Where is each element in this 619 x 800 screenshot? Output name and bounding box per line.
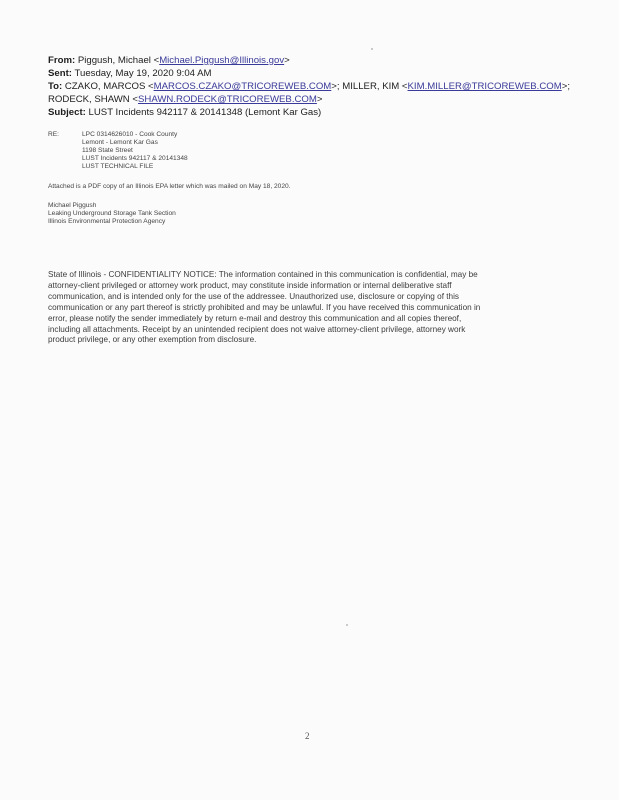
page-number: 2 <box>305 731 310 741</box>
notice-line: including all attachments. Receipt by an unintended recipient does not waive attorney-client privilege, attorney work <box>48 324 466 334</box>
from-email-link[interactable]: Michael.Piggush@Illinois.gov <box>159 55 285 66</box>
re-line: Lemont - Lemont Kar Gas <box>82 139 158 147</box>
re-line: LUST TECHNICAL FILE <box>82 163 154 171</box>
re-line: LPC 0314626010 - Cook County <box>82 131 178 138</box>
notice-line: error, please notify the sender immediately by return e-mail and destroy this communication and all copies thereof, <box>48 313 462 323</box>
sent-label: Sent: <box>48 68 72 79</box>
notice-line: State of Illinois - CONFIDENTIALITY NOTICE: The information contained in this communication is confidential, may be <box>48 270 478 279</box>
to-separator-1: >; MILLER, KIM < <box>331 81 408 92</box>
from-name: Piggush, Michael < <box>77 55 160 66</box>
sent-value: Tuesday, May 19, 2020 9:04 AM <box>74 68 212 79</box>
from-close: > <box>284 55 290 66</box>
sent-line <box>48 68 212 80</box>
signature-line: Illinois Environmental Protection Agency <box>48 218 166 226</box>
to-email-link-1[interactable]: MARCOS.CZAKO@TRICOREWEB.COM <box>153 81 332 92</box>
re-label: RE: <box>48 131 59 138</box>
notice-line: product privilege, or any other exemption from disclosure. <box>48 335 257 345</box>
to-email-link-2[interactable]: KIM.MILLER@TRICOREWEB.COM <box>407 81 562 92</box>
confidentiality-notice <box>48 270 568 346</box>
re-block <box>82 131 188 171</box>
signature-block <box>48 202 176 226</box>
to-email-link-3[interactable]: SHAWN.RODECK@TRICOREWEB.COM <box>138 94 317 105</box>
notice-line: communication or any part thereof is strictly prohibited and may be unlawful. If you have received this communication in <box>48 302 481 312</box>
to-name-1: CZAKO, MARCOS < <box>64 81 154 92</box>
to-line-continued <box>48 94 323 106</box>
scan-speck <box>371 48 373 50</box>
to-separator-2: >; <box>561 81 571 92</box>
to-name-3: RODECK, SHAWN < <box>48 94 138 105</box>
subject-value: LUST Incidents 942117 & 20141348 (Lemont Kar Gas) <box>88 107 322 118</box>
from-line <box>48 55 290 67</box>
re-line: 1198 State Street <box>82 147 133 155</box>
to-line <box>48 81 570 93</box>
to-label: To: <box>48 81 63 92</box>
to-close-3: > <box>316 94 323 105</box>
from-label: From: <box>48 55 76 66</box>
subject-line <box>48 107 321 119</box>
notice-line: attorney-client privileged or attorney work product, may constitute inside information or internal deliberative staff <box>48 280 452 290</box>
signature-line: Michael Piggush <box>48 202 97 209</box>
subject-label: Subject: <box>48 107 86 118</box>
signature-line: Leaking Underground Storage Tank Section <box>48 210 176 218</box>
re-line: LUST Incidents 942117 & 20141348 <box>82 155 188 163</box>
body-text: Attached is a PDF copy of an Illinois EPA letter which was mailed on May 18, 2020. <box>48 183 291 190</box>
notice-line: communication, and is intended only for the use of the addressee. Unauthorized use, disclosure or copying of this <box>48 291 459 301</box>
scan-speck <box>346 624 348 626</box>
